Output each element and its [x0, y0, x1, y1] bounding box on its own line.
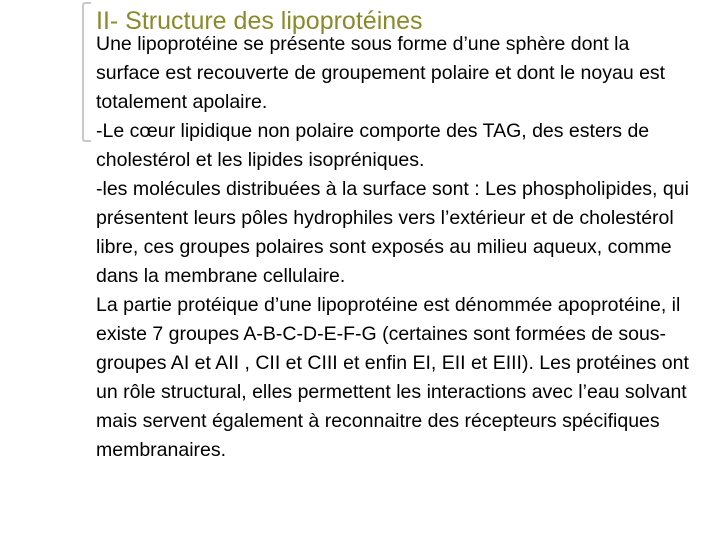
slide-title: II- Structure des lipoprotéines	[96, 7, 423, 35]
paragraph-surface-molecules: -les molécules distribuées à la surface sont : Les phospholipides, qui présentent leurs pôles hydrophiles vers l’extérieur et de cholestérol libre, ces groupes polaires sont exposés au milieu aqueux, comme dans la membrane cellulaire.	[96, 178, 689, 287]
paragraph-lipid-core: -Le cœur lipidique non polaire comporte des TAG, des esters de cholestérol et les lipides isopréniques.	[96, 120, 650, 171]
decorative-bracket	[82, 2, 91, 142]
paragraph-apoprotein: La partie protéique d’une lipoprotéine est dénommée apoprotéine, il existe 7 groupes A-B-C-D-E-F-G (certaines sont formées de sous- groupes AI et AII , CII et CIII et enfin EI, EII et EIII). Les protéines ont un rôle structural, elles permettent les interactions avec l’eau solvant mais servent également à reconnaitre des récepteurs spécifiques membranaires.	[96, 294, 689, 461]
paragraph-structure: Une lipoprotéine se présente sous forme d’une sphère dont la surface est recouverte de groupement polaire et dont le noyau est totalement apolaire.	[96, 33, 666, 113]
slide-body	[96, 30, 696, 465]
